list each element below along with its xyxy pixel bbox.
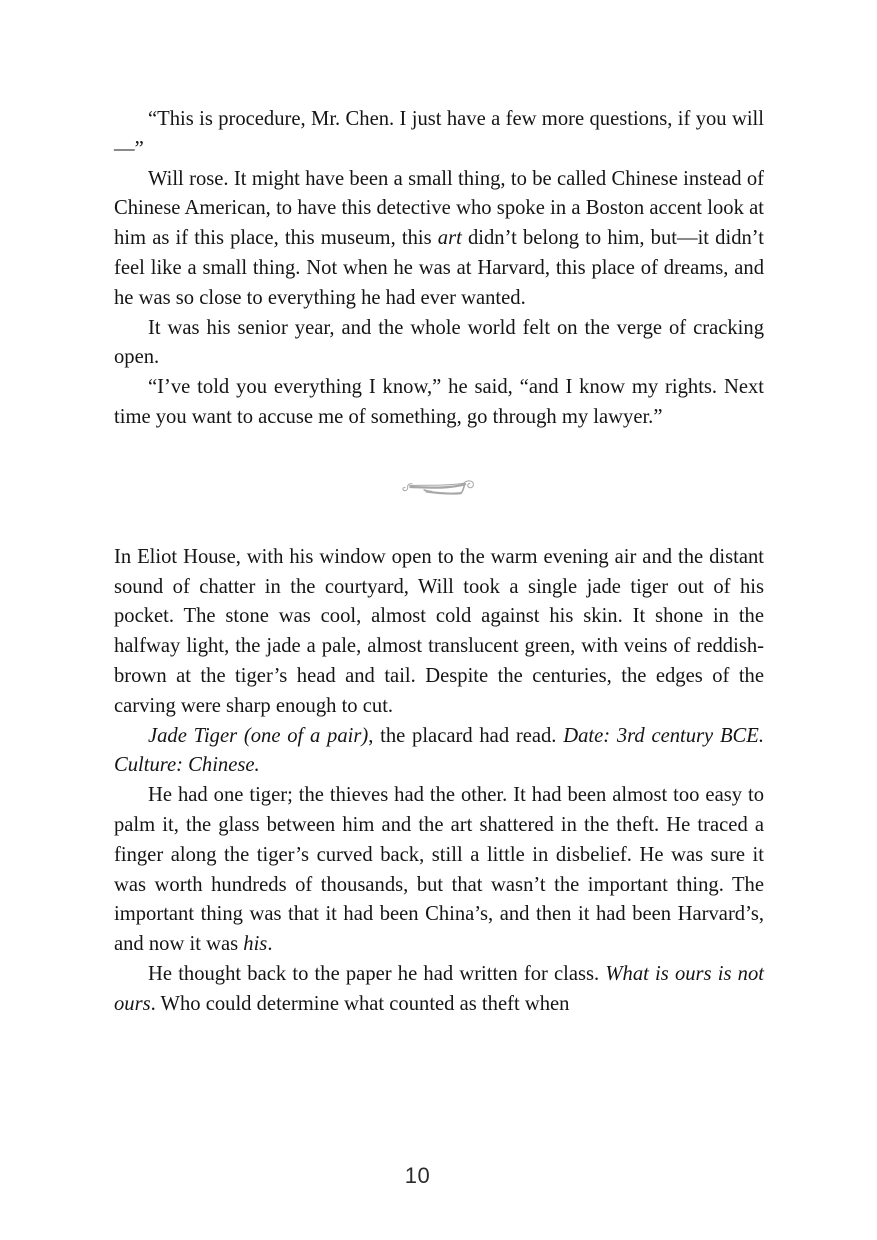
paragraph: In Eliot House, with his window open to the warm evening air and the distant sound of chatter in the courtyard, Will took a single jade tiger out of his pocket. The stone was cool, almost cold against his skin. It shone in the halfway light, the jade a pale, almost translucent green, with veins of reddish-brown at the tiger’s head and tail. Despite the centuries, the edges of the carving were sharp enough to cut.: [114, 545, 764, 717]
italic-run: his: [243, 933, 268, 956]
italic-run: What is ours is not ours: [114, 962, 764, 1015]
italic-run: Date: 3rd century BCE. Culture: Chinese.: [114, 724, 764, 777]
italic-run: art: [437, 227, 462, 250]
paragraph: He thought back to the paper he had written for class. What is ours is not ours. Who could determine what counted as theft when: [114, 962, 764, 1015]
paragraph: Will rose. It might have been a small thing, to be called Chinese instead of Chinese American, to have this detective who spoke in a Boston accent look at him as if this place, this museum, this art didn’t belong to him, but—it didn’t feel like a small thing. Not when he was at Harvard, this place of dreams, and he was so close to everything he had ever wanted.: [114, 167, 764, 309]
italic-run: Jade Tiger (one of a pair): [148, 724, 369, 747]
scene-break-flourish-icon: [401, 477, 477, 499]
page-number: 10: [404, 1163, 431, 1188]
paragraph: It was his senior year, and the whole world felt on the verge of cracking open.: [114, 316, 764, 369]
paragraph: “I’ve told you everything I know,” he said, “and I know my rights. Next time you want to accuse me of something, go through my lawyer.”: [114, 376, 764, 428]
body-text-column: [114, 105, 764, 1020]
paragraph: He had one tiger; the thieves had the other. It had been almost too easy to palm it, the glass between him and the art shattered in the theft. He traced a finger along the tiger’s curved back, still a little in disbelief. He was sure it was worth hundreds of thousands, but that wasn’t the important thing. The important thing was that it had been China’s, and then it had been Harvard’s, and now it was his.: [114, 784, 764, 956]
paragraph: Jade Tiger (one of a pair), the placard had read. Date: 3rd century BCE. Culture: Chinese.: [114, 724, 764, 777]
scene-break-divider: [114, 433, 764, 543]
paragraph: “This is procedure, Mr. Chen. I just have a few more questions, if you will—”: [114, 108, 764, 160]
